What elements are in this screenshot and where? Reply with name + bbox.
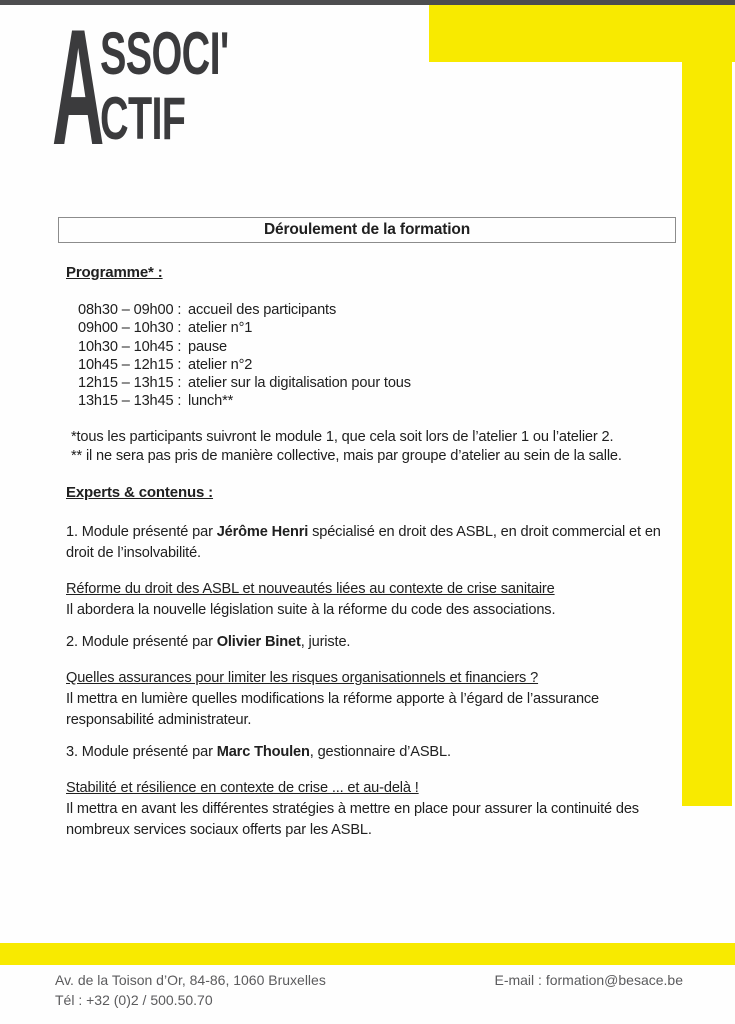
schedule-activity: atelier n°1: [188, 320, 253, 337]
document-body: [58, 217, 676, 841]
logo-line1: SSOCI': [100, 20, 229, 87]
footer-phone: Tél : +32 (0)2 / 500.50.70: [55, 992, 213, 1008]
schedule-activity: atelier sur la digitalisation pour tous: [188, 375, 411, 392]
module-intro-suffix: spécialisé en droit des ASBL, en droit commercial et en droit de l’insolvabilité.: [66, 523, 661, 561]
module-description: Il mettra en avant les différentes stratégies à mettre en place pour assurer la continuité des nombreux services sociaux offerts par les ASBL.: [66, 800, 639, 838]
schedule-row: [78, 392, 676, 410]
module-description: Il abordera la nouvelle législation suite à la réforme du code des associations.: [66, 601, 556, 618]
logo-line2: CTIF: [100, 85, 186, 152]
schedule-time: 09h00 – 10h30 :: [78, 320, 182, 337]
footnote-line: *tous les participants suivront le module 1, que cela soit lors de l’atelier 1 ou l’atelier 2.: [71, 428, 614, 445]
schedule-row: [78, 356, 676, 374]
footer: [55, 970, 683, 1010]
modules: [58, 522, 676, 841]
presenter-name: Olivier Binet: [216, 633, 301, 650]
module-topic: Quelles assurances pour limiter les risques organisationnels et financiers ?: [66, 669, 539, 686]
programme-heading: Programme* :: [66, 264, 163, 281]
schedule-time: 12h15 – 13h15 :: [78, 375, 182, 392]
module-3: [66, 742, 676, 841]
logo-big-letter: A: [52, 0, 105, 179]
schedule-row: [78, 374, 676, 392]
schedule-time: 08h30 – 09h00 :: [78, 302, 182, 318]
footer-address: Av. de la Toison d’Or, 84-86, 1060 Bruxelles: [55, 972, 326, 988]
module-description: Il mettra en lumière quelles modifications la réforme apporte à l’égard de l’assurance responsabilité administrateur.: [66, 690, 600, 728]
schedule-row: [78, 319, 676, 337]
module-2: [66, 632, 676, 731]
footnote-line: ** il ne sera pas pris de manière collective, mais par groupe d’atelier au sein de la salle.: [71, 447, 622, 464]
schedule-time: 13h15 – 13h45 :: [78, 393, 182, 410]
module-intro-prefix: 2. Module présenté par: [66, 633, 217, 650]
module-topic: Stabilité et résilience en contexte de crise ... et au-delà !: [66, 779, 419, 796]
schedule-activity: accueil des participants: [188, 302, 337, 318]
module-topic: Réforme du droit des ASBL et nouveautés liées au contexte de crise sanitaire: [66, 580, 555, 597]
presenter-name: Jérôme Henri: [216, 523, 309, 540]
module-intro-suffix: , gestionnaire d’ASBL.: [309, 743, 451, 760]
yellow-footer-band: [0, 943, 735, 965]
schedule-list: [78, 301, 676, 411]
presenter-name: Marc Thoulen: [216, 743, 310, 760]
module-intro: [66, 522, 676, 564]
schedule-activity: lunch**: [188, 393, 234, 410]
footer-email: E-mail : formation@besace.be: [494, 972, 683, 988]
module-intro: [66, 632, 676, 653]
title-box: Déroulement de la formation: [58, 217, 676, 243]
schedule-activity: pause: [188, 338, 228, 355]
module-intro-prefix: 3. Module présenté par: [66, 743, 217, 760]
schedule-time: 10h45 – 12h15 :: [78, 356, 182, 373]
schedule-row: [78, 338, 676, 356]
module-intro-prefix: 1. Module présenté par: [66, 523, 217, 540]
footnotes: [71, 428, 676, 466]
module-1: [66, 522, 676, 621]
associactif-logo: [52, 0, 292, 179]
experts-heading: Experts & contenus :: [66, 483, 214, 501]
module-intro: [66, 742, 676, 763]
yellow-side-bar: [682, 5, 732, 806]
schedule-activity: atelier n°2: [188, 356, 253, 373]
module-intro-suffix: , juriste.: [300, 633, 351, 650]
footer-contact-block: [55, 970, 326, 1010]
schedule-row: [78, 301, 676, 319]
schedule-time: 10h30 – 10h45 :: [78, 338, 182, 355]
